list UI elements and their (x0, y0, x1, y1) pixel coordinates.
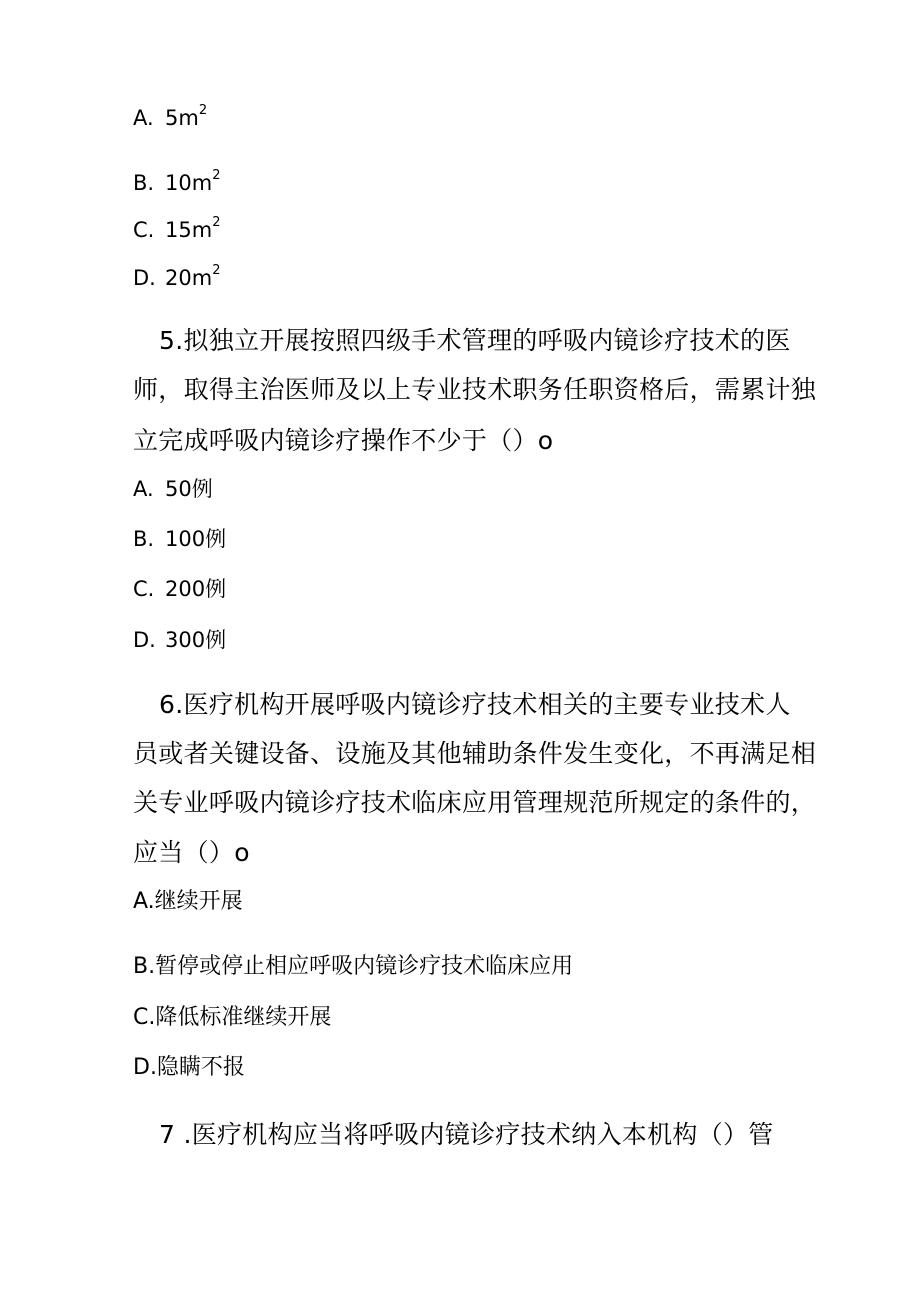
q6-option-a: A.继续开展 (133, 889, 243, 914)
q7-text-line-1: 7 .医疗机构应当将呼吸内镜诊疗技术纳入本机构（）管 (159, 1120, 774, 1149)
option-value: 300例 (165, 628, 227, 652)
option-letter: C. (133, 577, 155, 601)
q6-option-c: C.降低标准继续开展 (133, 1005, 332, 1030)
option-letter: B. (133, 527, 155, 551)
q5-text-line-3: 立完成呼吸内镜诊疗操作不少于（）o (133, 426, 554, 455)
q5-text-line-1: 5.拟独立开展按照四级手术管理的呼吸内镜诊疗技术的医 (159, 326, 791, 355)
option-letter: A. (133, 477, 154, 501)
option-superscript: 2 (212, 168, 221, 183)
q5-option-d (133, 630, 226, 651)
option-value: 15m (165, 218, 213, 242)
option-letter: D. (133, 628, 156, 652)
option-letter: D. (133, 266, 156, 290)
option-superscript: 2 (212, 215, 221, 230)
option-superscript: 2 (198, 103, 208, 118)
q6-text-line-1: 6.医疗机构开展呼吸内镜诊疗技术相关的主要专业技术人 (159, 690, 791, 719)
q5-option-c (133, 579, 226, 600)
q5-option-a (133, 479, 213, 500)
option-letter: B. (133, 171, 155, 195)
option-value: 50例 (165, 477, 213, 501)
q6-text-line-4: 应当（）o (133, 838, 250, 867)
option-letter: A. (133, 106, 154, 130)
option-value: 100例 (165, 527, 227, 551)
q6-text-line-3: 关专业呼吸内镜诊疗技术临床应用管理规范所规定的条件的， (133, 788, 817, 817)
q4-option-c (133, 215, 221, 242)
q6-option-d: D.隐瞒不报 (133, 1055, 245, 1080)
option-value: 20m (165, 266, 213, 290)
q4-option-a (133, 103, 208, 130)
q5-option-b (133, 529, 226, 550)
q5-text-line-2: 师，取得主治医师及以上专业技术职务任职资格后，需累计独 (133, 375, 817, 404)
q4-option-d (133, 263, 221, 290)
option-value: 10m (165, 171, 213, 195)
option-value: 5m (165, 106, 199, 130)
q6-option-b: B.暂停或停止相应呼吸内镜诊疗技术临床应用 (133, 954, 574, 979)
option-letter: C. (133, 218, 155, 242)
option-value: 200例 (165, 577, 227, 601)
q6-text-line-2: 员或者关键设备、设施及其他辅助条件发生变化，不再满足相 (133, 739, 817, 768)
q4-option-b (133, 168, 221, 195)
option-superscript: 2 (212, 263, 221, 278)
